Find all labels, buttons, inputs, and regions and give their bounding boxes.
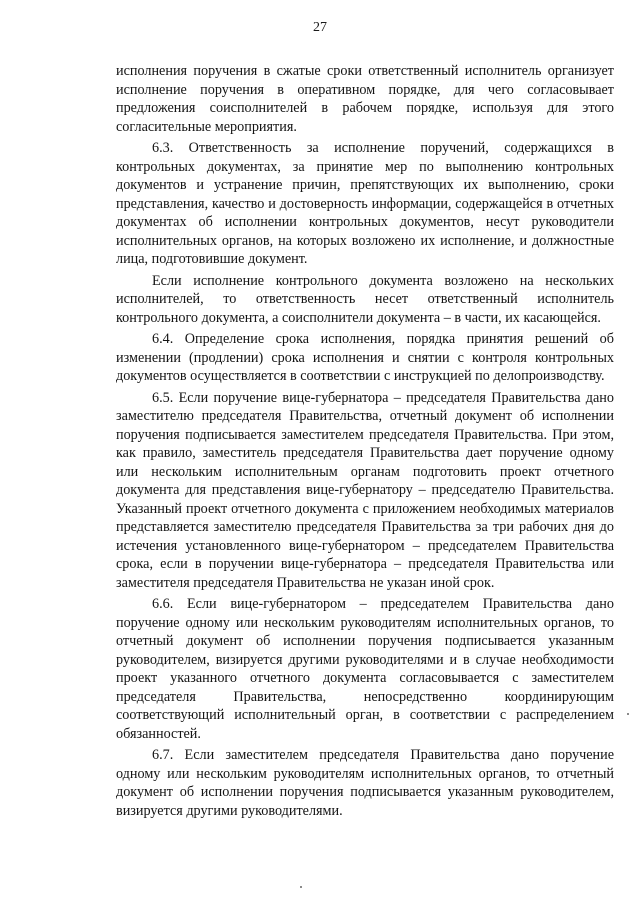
paragraph-6-5: 6.5. Если поручение вице-губернатора – председателя Правительства дано заместителю председателя Правительства, отчетный документ об исполнении поручения подписывается заместителем председателя Правительства. При этом, как правило, заместитель председателя Правительства дает поручение одному или нескольким исполнительным органам подготовить проект отчетного документа для представления вице-губернатору – председателю Правительства. Указанный проект отчетного документа с приложением необходимых материалов представляется заместителю председателя Правительства за три рабочих дня до истечения установленного вице-губернатором – председателем Правительства срока, если в поручении вице-губернатора – председателя Правительства или заместителя председателя Правительства не указан иной срок.: [116, 389, 614, 591]
paragraph-6-3-multiple-executors: Если исполнение контрольного документа возложено на нескольких исполнителей, то ответственность несет ответственный исполнитель контрольного документа, а соисполнители документа – в части, их касающейся.: [116, 272, 614, 326]
scan-speck: [300, 886, 302, 888]
page-number: 27: [313, 20, 327, 35]
paragraph-6-6: 6.6. Если вице-губернатором – председателем Правительства дано поручение одному или нескольким руководителям исполнительных органов, то отчетный документ об исполнении поручения подписывается указанным руководителем, визируется другими руководителями и в случае необходимости проект указанного отчетного документа согласовывается с заместителем председателя Правительства, непосредственно координирующим соответствующий исполнительный орган, в соответствии с распределением обязанностей.: [116, 596, 614, 742]
scan-speck: [627, 713, 629, 715]
paragraph-continuation: исполнения поручения в сжатые сроки ответственный исполнитель организует исполнение поручения в оперативном порядке, для чего согласовывает предложения соисполнителей в рабочем порядке, используя для этого согласительные мероприятия.: [116, 63, 614, 135]
paragraph-6-3: 6.3. Ответственность за исполнение поручений, содержащихся в контрольных документах, за принятие мер по выполнению контрольных документов и устранение причин, препятствующих их выполнению, сроки представления, качество и достоверность информации, содержащейся в отчетных документах об исполнении контрольных документов, несут руководители исполнительных органов, на которых возложено их исполнение, и должностные лица, подготовившие документ.: [116, 140, 614, 267]
document-body: [116, 62, 614, 823]
paragraph-6-4: 6.4. Определение срока исполнения, порядка принятия решений об изменении (продлении) срока исполнения и снятии с контроля контрольных документов осуществляется в соответствии с инструкцией по делопроизводству.: [116, 331, 614, 384]
paragraph-6-7: 6.7. Если заместителем председателя Правительства дано поручение одному или нескольким руководителям исполнительных органов, то отчетный документ об исполнении поручения подписывается указанным руководителем, визируется другими руководителями.: [116, 747, 614, 819]
